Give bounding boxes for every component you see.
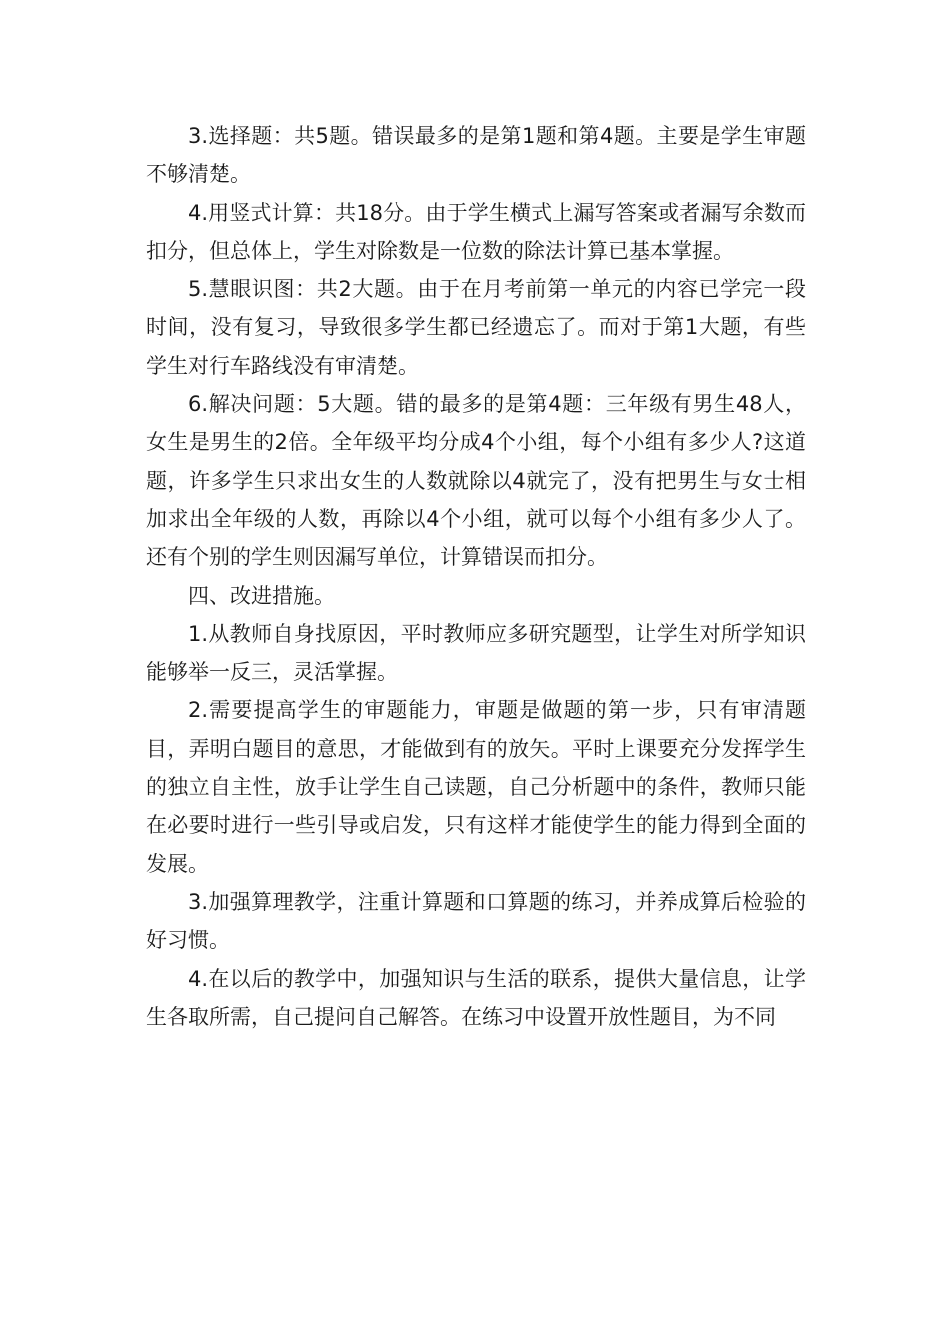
paragraph-problem-solving: 6.解决问题：5大题。错的最多的是第4题：三年级有男生48人，女生是男生的2倍。全年级平均分成4个小组，每个小组有多少人?这道题，许多学生只求出女生的人数就除以4就完了，没有把男生与女士相加求出全年级的人数，再除以4个小组，就可以每个小组有多少人了。还有个别的学生则因漏写单位，计算错误而扣分。 bbox=[146, 392, 806, 570]
paragraph-choice-questions: 3.选择题：共5题。错误最多的是第1题和第4题。主要是学生审题不够清楚。 bbox=[146, 124, 806, 187]
section-heading-improvement: 四、改进措施。 bbox=[188, 583, 335, 608]
paragraph-picture-recognition: 5.慧眼识图：共2大题。由于在月考前第一单元的内容已学完一段时间，没有复习，导致很多学生都已经遗忘了。而对于第1大题，有些学生对行车路线没有审清楚。 bbox=[146, 277, 806, 378]
paragraph-measure-2: 2.需要提高学生的审题能力，审题是做题的第一步，只有审清题目，弄明白题目的意思，才能做到有的放矢。平时上课要充分发挥学生的独立自主性，放手让学生自己读题，自己分析题中的条件，教师只能在必要时进行一些引导或启发，只有这样才能使学生的能力得到全面的发展。 bbox=[146, 698, 806, 876]
document-body bbox=[146, 117, 806, 1036]
paragraph-vertical-calculation: 4.用竖式计算：共18分。由于学生横式上漏写答案或者漏写余数而扣分，但总体上，学生对除数是一位数的除法计算已基本掌握。 bbox=[146, 200, 806, 263]
paragraph-measure-1: 1.从教师自身找原因，平时教师应多研究题型，让学生对所学知识能够举一反三，灵活掌握。 bbox=[146, 621, 806, 685]
paragraph-measure-4: 4.在以后的教学中，加强知识与生活的联系，提供大量信息，让学生各取所需，自己提问自己解答。在练习中设置开放性题目，为不同 bbox=[146, 966, 806, 1029]
paragraph-measure-3: 3.加强算理教学，注重计算题和口算题的练习，并养成算后检验的好习惯。 bbox=[146, 889, 806, 953]
